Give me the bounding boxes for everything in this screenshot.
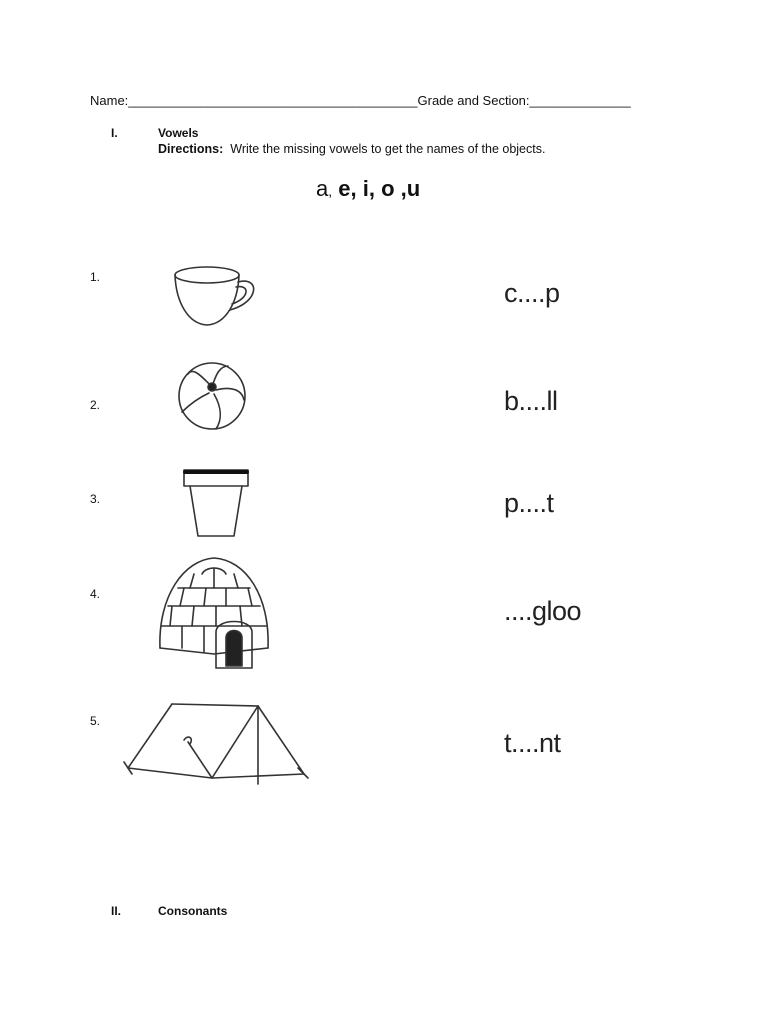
grade-label: Grade and Section: xyxy=(417,93,530,108)
header-line xyxy=(90,93,631,108)
igloo-icon xyxy=(154,556,274,671)
name-label: Name: xyxy=(90,93,129,108)
item-number-4: 4. xyxy=(90,587,101,601)
item-number-2: 2. xyxy=(90,398,101,412)
item-number-1: 1. xyxy=(90,270,101,284)
section1-numeral: I. xyxy=(111,126,118,140)
blank-word-5[interactable]: t....nt xyxy=(504,728,561,758)
item-number-5: 5. xyxy=(90,714,101,728)
blank-word-3[interactable]: p....t xyxy=(504,488,554,518)
directions xyxy=(158,142,545,156)
vowel-list xyxy=(316,176,420,202)
grade-blank[interactable]: ______________ xyxy=(529,93,631,108)
name-blank[interactable]: ________________________________________ xyxy=(128,93,418,108)
pot-icon xyxy=(182,468,252,540)
item-number-3: 3. xyxy=(90,492,101,506)
blank-word-1[interactable]: c....p xyxy=(504,278,560,308)
blank-word-2[interactable]: b....ll xyxy=(504,386,558,416)
section1-title: Vowels xyxy=(158,126,199,140)
ball-icon xyxy=(176,360,248,432)
vowel-separator: , xyxy=(328,183,333,199)
vowel-a: a xyxy=(316,176,329,201)
directions-text: Write the missing vowels to get the names of the objects. xyxy=(230,142,546,156)
tent-icon xyxy=(122,696,312,788)
section2-title: Consonants xyxy=(158,904,228,918)
blank-word-4[interactable]: ....gloo xyxy=(504,596,582,626)
directions-label: Directions: xyxy=(158,142,224,156)
section2-numeral: II. xyxy=(111,904,122,918)
cup-icon xyxy=(170,262,260,332)
vowel-rest: e, i, o ,u xyxy=(338,176,421,201)
